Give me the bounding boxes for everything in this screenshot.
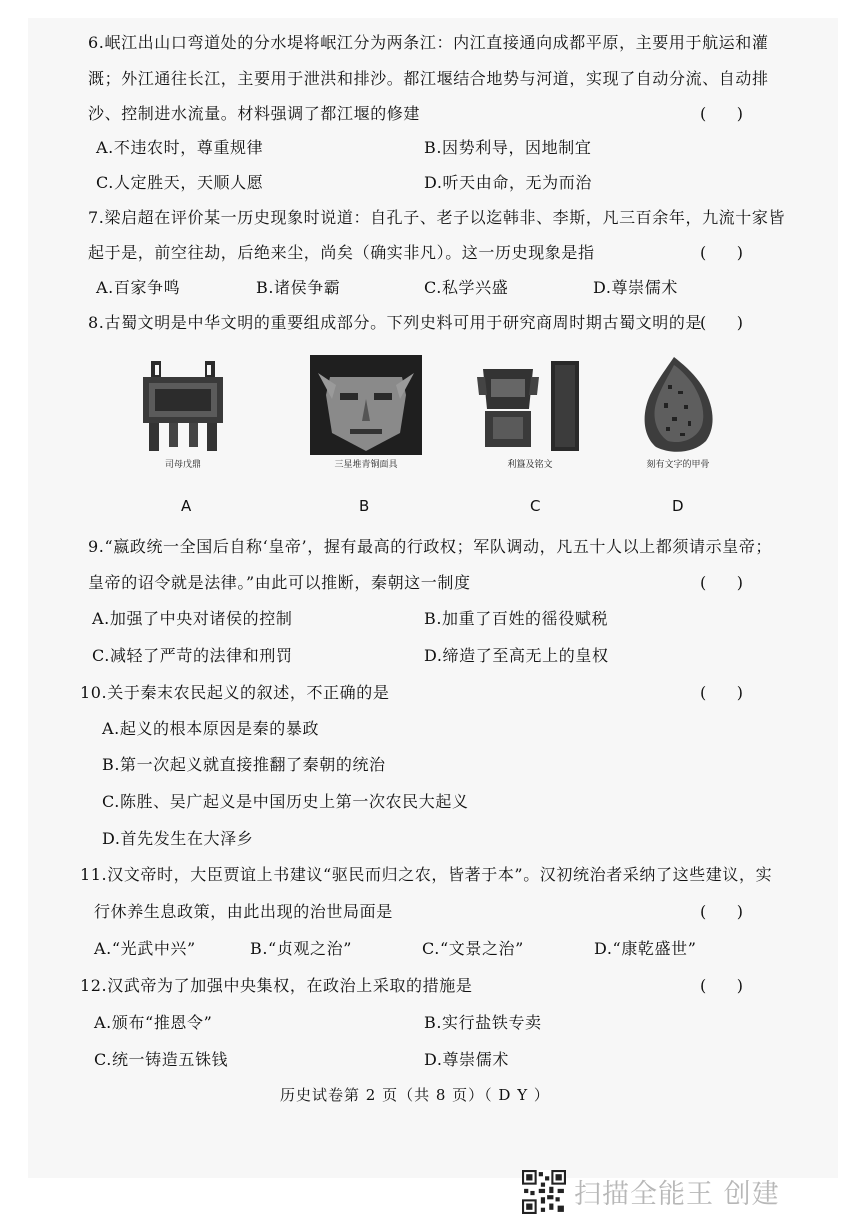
q8-stem-line1: 8.古蜀文明是中华文明的重要组成部分。下列史料可用于研究商周时期古蜀文明的是	[88, 313, 703, 332]
q9-answer-paren: ( )	[700, 573, 743, 592]
sanxingdui-mask-image	[310, 355, 422, 455]
q11-stem-line1: 11.汉文帝时，大臣贾谊上书建议“驱民而归之农，皆著于本”。汉初统治者采纳了这些建议，实	[80, 865, 773, 884]
scanner-watermark: 扫描全能王 创建	[574, 1179, 780, 1210]
q9-stem-line2: 皇帝的诏令就是法律。”由此可以推断，秦朝这一制度	[88, 573, 471, 592]
q12-stem-line1: 12.汉武帝为了加强中央集权，在政治上采取的措施是	[80, 976, 473, 995]
q10-option-d: D.首先发生在大泽乡	[102, 829, 254, 848]
q10-answer-paren: ( )	[700, 683, 743, 702]
li-gui-image	[475, 355, 585, 455]
q6-stem-line2: 溉；外江通往长江，主要用于泄洪和排沙。都江堰结合地势与河道，实现了自动分流、自动排	[88, 69, 769, 88]
figure-d-caption: 刻有文字的甲骨	[646, 460, 710, 470]
q9-option-c: C.减轻了严苛的法律和刑罚	[92, 646, 293, 665]
q12-answer-paren: ( )	[700, 976, 743, 995]
figure-c	[470, 355, 590, 490]
q12-option-d: D.尊崇儒术	[424, 1050, 509, 1069]
q7-option-b: B.诸侯争霸	[256, 278, 341, 297]
figure-a	[128, 355, 238, 490]
q8-answer-paren: ( )	[700, 313, 743, 332]
q6-option-a: A.不违农时，尊重规律	[96, 138, 264, 157]
q9-option-b: B.加重了百姓的徭役赋税	[424, 609, 609, 628]
q10-option-a: A.起义的根本原因是秦的暴政	[102, 719, 320, 738]
q7-answer-paren: ( )	[700, 243, 743, 262]
figure-c-caption: 利簋及铭文	[507, 460, 553, 470]
q6-answer-paren: ( )	[700, 104, 743, 123]
q10-option-c: C.陈胜、吴广起义是中国历史上第一次农民大起义	[102, 792, 469, 811]
q11-option-a: A.“光武中兴”	[94, 939, 196, 958]
q6-stem-line1: 6.岷江出山口弯道处的分水堤将岷江分为两条江：内江直接通向成都平原，主要用于航运和灌	[88, 33, 769, 52]
q7-stem-line2: 起于是，前空往劫，后绝来尘，尚矣（确实非凡）。这一历史现象是指	[88, 243, 595, 262]
q6-option-c: C.人定胜天，天顺人愿	[96, 173, 264, 192]
q7-option-d: D.尊崇儒术	[593, 278, 678, 297]
q10-option-b: B.第一次起义就直接推翻了秦朝的统治	[102, 755, 386, 774]
figure-b-letter: B	[359, 497, 370, 515]
q7-option-a: A.百家争鸣	[96, 278, 181, 297]
figure-d	[628, 355, 728, 490]
page-footer: 历史试卷第 2 页（共 8 页）（ D Y ）	[280, 1086, 550, 1104]
q6-stem-line3: 沙、控制进水流量。材料强调了都江堰的修建	[88, 104, 421, 123]
q6-option-b: B.因势利导，因地制宜	[424, 138, 592, 157]
q12-option-a: A.颁布“推恩令”	[94, 1013, 213, 1032]
figure-a-letter: A	[181, 497, 192, 515]
q9-stem-line1: 9.“嬴政统一全国后自称‘皇帝’，握有最高的行政权；军队调动，凡五十人以上都须请示皇帝；	[88, 537, 773, 556]
q10-stem-line1: 10.关于秦末农民起义的叙述，不正确的是	[80, 683, 390, 702]
q11-option-d: D.“康乾盛世”	[594, 939, 697, 958]
figure-b	[306, 355, 426, 490]
q12-option-b: B.实行盐铁专卖	[424, 1013, 542, 1032]
figure-a-caption: 司母戊鼎	[164, 460, 201, 470]
q11-answer-paren: ( )	[700, 902, 743, 921]
q7-option-c: C.私学兴盛	[424, 278, 509, 297]
q6-option-d: D.听天由命，无为而治	[424, 173, 592, 192]
q12-option-c: C.统一铸造五铢钱	[94, 1050, 229, 1069]
figure-d-letter: D	[672, 497, 684, 515]
q9-option-d: D.缔造了至高无上的皇权	[424, 646, 609, 665]
figure-c-letter: C	[530, 497, 541, 515]
simuwu-ding-image	[133, 355, 233, 455]
q9-option-a: A.加强了中央对诸侯的控制	[92, 609, 293, 628]
q11-option-c: C.“文景之治”	[422, 939, 524, 958]
qr-code-icon	[522, 1170, 566, 1214]
oracle-bone-image	[638, 355, 718, 455]
q11-stem-line2: 行休养生息政策，由此出现的治世局面是	[94, 902, 393, 921]
figure-b-caption: 三星堆青铜面具	[334, 460, 398, 470]
q7-stem-line1: 7.梁启超在评价某一历史现象时说道：自孔子、老子以迄韩非、李斯，凡三百余年，九流十家皆	[88, 208, 786, 227]
q11-option-b: B.“贞观之治”	[250, 939, 353, 958]
